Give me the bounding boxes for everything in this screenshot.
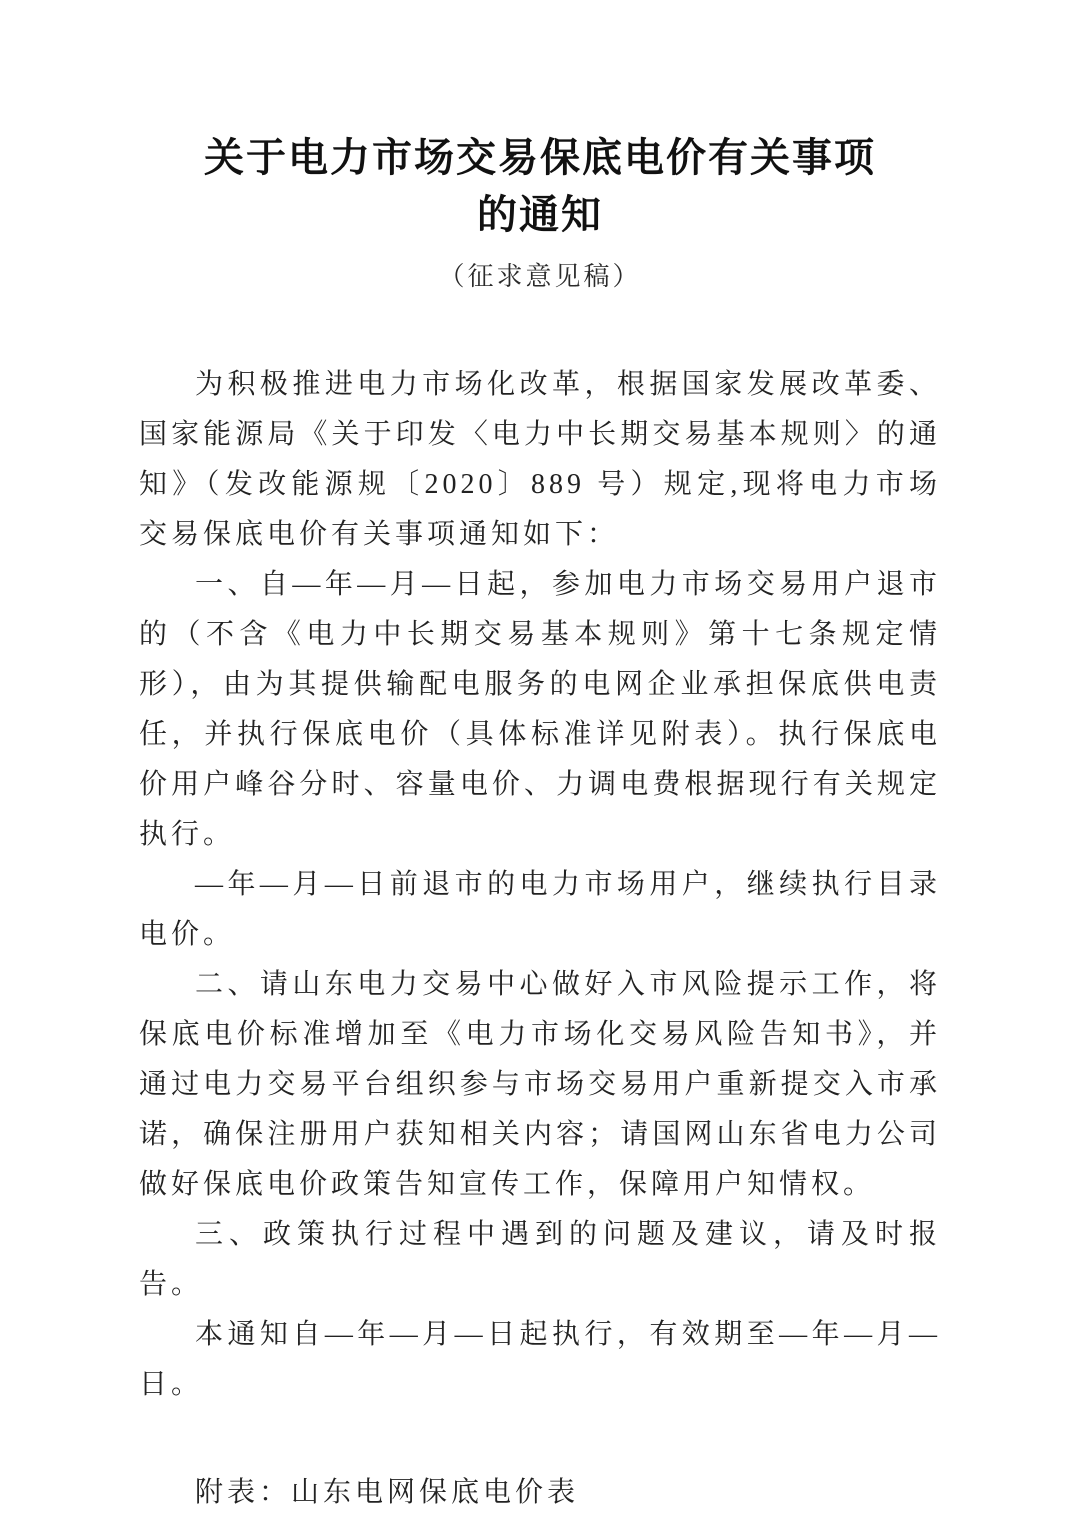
- body-paragraph: —年—月—日前退市的电力市场用户，继续执行目录电价。: [139, 869, 941, 950]
- body-paragraph: 二、请山东电力交易中心做好入市风险提示工作，将保底电价标准增加至《电力市场化交易风险告知书》，并通过电力交易平台组织参与市场交易用户重新提交入市承诺，确保注册用户获知相关内容；请国网山东省电力公司做好保底电价政策告知宣传工作，保障用户知情权。: [139, 969, 941, 1200]
- document-subtitle: （征求意见稿）: [438, 262, 642, 291]
- body-paragraph: 三、政策执行过程中遇到的问题及建议，请及时报告。: [139, 1219, 941, 1300]
- body-paragraph: 本通知自—年—月—日起执行，有效期至—年—月—日。: [139, 1319, 941, 1400]
- attachment-note: 附表：山东电网保底电价表: [195, 1477, 580, 1508]
- body-paragraph: 一、自—年—月—日起，参加电力市场交易用户退市的（不含《电力中长期交易基本规则》第十七条规定情形），由为其提供输配电服务的电网企业承担保底供电责任，并执行保底电价（具体标准详见附表）。执行保底电价用户峰谷分时、容量电价、力调电费根据现行有关规定执行。: [139, 569, 941, 850]
- document-body: [139, 360, 941, 1410]
- document-title: [0, 0, 1080, 244]
- body-paragraph: 为积极推进电力市场化改革，根据国家发展改革委、国家能源局《关于印发〈电力中长期交易基本规则〉的通知》（发改能源规〔2020〕889 号）规定,现将电力市场交易保底电价有关事项通知如下：: [139, 369, 941, 550]
- title-line-1: 关于电力市场交易保底电价有关事项: [204, 136, 876, 180]
- title-line-2: 的通知: [477, 193, 603, 237]
